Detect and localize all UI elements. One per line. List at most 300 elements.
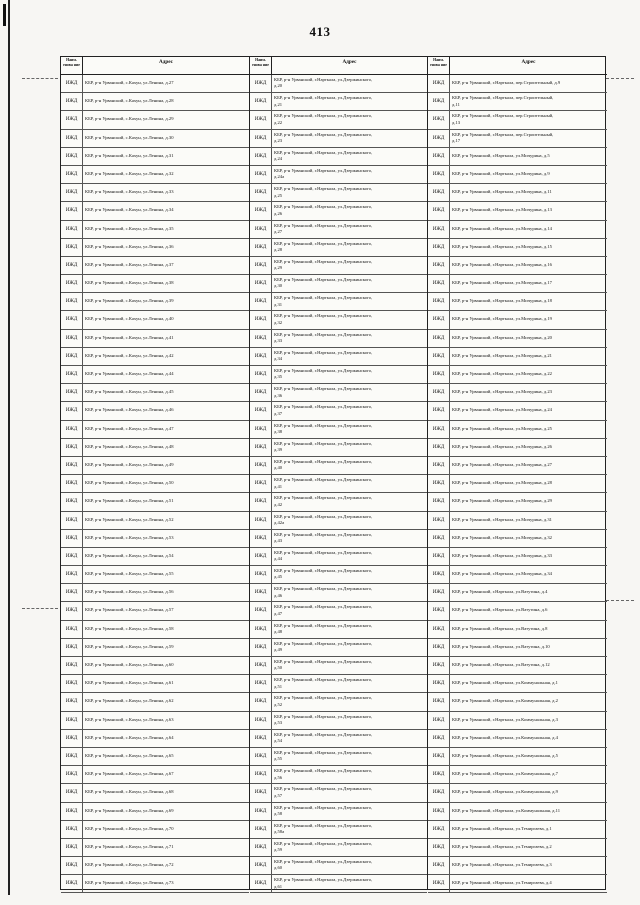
address-line: КБР, р-н Урванский, г.Нарткала, ул.Дзержинского, [274,204,373,210]
object-type-cell: ИЖД [250,784,272,801]
object-type-cell: ИЖД [428,639,450,656]
address-cell [274,77,425,90]
table-row [428,639,607,657]
object-type-cell: ИЖД [250,348,272,365]
table-row [61,530,249,548]
table-row [428,275,607,293]
address-cell [85,753,247,759]
address-line-house: д.21 [274,101,283,107]
table-row [61,221,249,239]
table-row [61,166,249,184]
object-type-cell: ИЖД [428,730,450,747]
object-type-cell: ИЖД [428,330,450,347]
address-cell [452,153,605,159]
object-type-cell: ИЖД [61,657,83,674]
address-cell [85,353,247,359]
object-type-cell: ИЖД [61,457,83,474]
table-row [61,366,249,384]
address-cell [274,677,425,690]
address-cell [85,407,247,413]
object-type-cell: ИЖД [61,148,83,165]
address-line-house: д.48 [274,629,283,635]
table-row [61,330,249,348]
table-row [428,184,607,202]
address-line-house: д.43 [274,538,283,544]
address-line: КБР, р-н Урванский, с.Кахун, ул.Ленина, д.58 [85,625,174,631]
address-cell [452,644,605,650]
table-row [428,784,607,802]
table-row [250,584,427,602]
table-row [250,439,427,457]
address-line-house: д.47 [274,610,283,616]
address-line: КБР, р-н Урванский, г.Нарткала, ул.Темиргаева, д.3 [452,862,552,868]
address-line: КБР, р-н Урванский, г.Нарткала, ул.Дзержинского, [274,477,373,483]
margin-mark [3,4,6,26]
address-cell [452,771,605,777]
object-type-cell: ИЖД [61,675,83,692]
object-type-cell: ИЖД [250,566,272,583]
object-type-cell: ИЖД [250,202,272,219]
address-cell [85,680,247,686]
object-type-cell: ИЖД [61,766,83,783]
address-cell [85,662,247,668]
table-row [61,512,249,530]
object-type-cell: ИЖД [61,202,83,219]
table-row [61,202,249,220]
table-row [428,293,607,311]
table-row [61,130,249,148]
object-type-cell: ИЖД [428,657,450,674]
address-cell [274,768,425,781]
address-cell [274,550,425,563]
cut-line [22,608,58,609]
table-row [250,839,427,857]
address-line-house: д.50 [274,665,283,671]
object-type-cell: ИЖД [250,875,272,892]
address-line-house: д.51 [274,683,283,689]
object-type-cell: ИЖД [250,839,272,856]
address-cell [452,498,605,504]
table-row [250,184,427,202]
object-type-cell: ИЖД [61,293,83,310]
object-type-cell: ИЖД [250,148,272,165]
address-line: КБР, р-н Урванский, г.Нарткала, ул.Коммунальная, д.2 [452,698,558,704]
address-cell [274,132,425,145]
address-line: КБР, р-н Урванский, г.Нарткала, ул.Дзержинского, [274,604,373,610]
address-line: КБР, р-н Урванский, г.Нарткала, ул.Ватутина, д.12 [452,662,550,667]
table-row [250,712,427,730]
address-line: КБР, р-н Урванский, г.Нарткала, ул.Дзержинского, [274,440,373,446]
address-cell [452,171,605,177]
table-row [61,93,249,111]
address-line: КБР, р-н Урванский, г.Нарткала, ул.Дзержинского, [274,495,373,501]
address-line-house: д.13 [452,119,461,125]
address-cell [85,826,247,832]
address-line: КБР, р-н Урванский, г.Нарткала, ул.Дзержинского, [274,549,373,555]
address-line-house: д.60 [274,865,283,871]
address-cell [274,786,425,799]
object-type-cell: ИЖД [61,221,83,238]
address-line: КБР, р-н Урванский, г.Нарткала, ул.Мичурина, д.33 [452,552,552,558]
object-type-cell: ИЖД [61,93,83,110]
address-line-house: д.36 [274,392,283,398]
address-cell [452,113,605,126]
address-line: КБР, р-н Урванский, с.Кахун, ул.Ленина, д.32 [85,170,174,176]
address-line-house: д.45 [274,574,283,580]
address-cell [274,350,425,363]
table-row [250,384,427,402]
type-header: Наим. енова ние [250,57,272,75]
object-type-cell: ИЖД [250,75,272,92]
address-line-house: д.58а [274,829,285,835]
table-row [428,530,607,548]
table-row [428,348,607,366]
object-type-cell: ИЖД [250,584,272,601]
address-cell [274,113,425,126]
address-line: КБР, р-н Урванский, с.Кахун, ул.Ленина, д.72 [85,862,174,868]
table-row [250,693,427,711]
table-row [428,857,607,875]
table-row [428,821,607,839]
table-row [61,693,249,711]
address-cell [85,698,247,704]
address-line: КБР, р-н Урванский, г.Нарткала, ул.Дзержинского, [274,349,373,355]
address-line-house: д.30 [274,283,283,289]
table-row [428,621,607,639]
object-type-cell: ИЖД [61,693,83,710]
address-cell [85,80,247,86]
address-line: КБР, р-н Урванский, г.Нарткала, ул.Мичурина, д.19 [452,316,552,322]
address-line: КБР, р-н Урванский, г.Нарткала, ул.Дзержинского, [274,131,373,137]
address-line-house: д.17 [452,137,461,143]
object-type-cell: ИЖД [428,439,450,456]
address-cell [274,732,425,745]
address-cell [274,823,425,836]
address-line-house: д.61 [274,883,283,889]
address-cell [274,805,425,818]
object-type-cell: ИЖД [61,384,83,401]
object-type-cell: ИЖД [428,875,450,892]
object-type-cell: ИЖД [428,239,450,256]
address-line: КБР, р-н Урванский, г.Нарткала, ул.Мичурина, д.24 [452,407,552,413]
table-row [250,293,427,311]
object-type-cell: ИЖД [428,221,450,238]
address-cell [85,116,247,122]
address-cell [452,316,605,322]
address-cell [452,226,605,232]
address-cell [274,186,425,199]
address-line-house: д.57 [274,792,283,798]
address-cell [452,298,605,304]
table-row [250,457,427,475]
object-type-cell: ИЖД [428,839,450,856]
address-cell [274,495,425,508]
address-cell [274,604,425,617]
address-line: КБР, р-н Урванский, г.Нарткала, ул.Дзержинского, [274,822,373,828]
address-line: КБР, р-н Урванский, г.Нарткала, ул.Дзержинского, [274,804,373,810]
address-cell [274,168,425,181]
object-type-cell: ИЖД [61,439,83,456]
table-row [250,621,427,639]
table-row [250,202,427,220]
object-type-cell: ИЖД [428,421,450,438]
address-cell [274,859,425,872]
address-cell [274,204,425,217]
address-line: КБР, р-н Урванский, с.Кахун, ул.Ленина, д.37 [85,261,174,267]
address-line: КБР, р-н Урванский, г.Нарткала, ул.Дзержинского, [274,640,373,646]
table-row [428,875,607,893]
table-row [250,875,427,893]
table-row [250,493,427,511]
address-line: КБР, р-н Урванский, г.Нарткала, ул.Ватутина, д.10 [452,643,550,649]
address-line: КБР, р-н Урванский, г.Нарткала, ул.Дзержинского, [274,513,373,519]
table-row [61,421,249,439]
address-line: КБР, р-н Урванский, г.Нарткала, ул.Дзержинского, [274,531,373,537]
object-type-cell: ИЖД [250,93,272,110]
address-line: КБР, р-н Урванский, г.Нарткала, ул.Дзержинского, [274,622,373,628]
table-row [428,166,607,184]
address-line: КБР, р-н Урванский, г.Нарткала, ул.Дзержинского, [274,113,373,119]
address-line: КБР, р-н Урванский, г.Нарткала, ул.Дзержинского, [274,840,373,846]
address-cell [452,607,605,613]
address-cell [452,880,605,886]
table-row [61,348,249,366]
address-cell [85,880,247,886]
address-line-house: д.58 [274,810,283,816]
address-line: КБР, р-н Урванский, г.Нарткала, ул.Дзержинского, [274,458,373,464]
table-row [250,657,427,675]
address-line: КБР, р-н Урванский, с.Кахун, ул.Ленина, д.55 [85,571,174,577]
table-row [428,693,607,711]
address-cell [452,553,605,559]
address-cell [85,789,247,795]
object-type-cell: ИЖД [250,184,272,201]
table-row [428,402,607,420]
address-cell [452,426,605,432]
table-row [250,111,427,129]
table-row [61,857,249,875]
column-rows [61,75,249,889]
address-line: КБР, р-н Урванский, г.Нарткала, ул.Дзержинского, [274,95,373,101]
address-line: КБР, р-н Урванский, г.Нарткала, ул.Дзержинского, [274,768,373,774]
object-type-cell: ИЖД [428,311,450,328]
table-row [61,384,249,402]
table-row [428,803,607,821]
address-line: КБР, р-н Урванский, г.Нарткала, ул.Дзержинского, [274,240,373,246]
address-line: КБР, р-н Урванский, г.Нарткала, ул.Мичурина, д.9 [452,170,550,176]
table-row [250,784,427,802]
object-type-cell: ИЖД [428,857,450,874]
object-type-cell: ИЖД [250,311,272,328]
address-line: КБР, р-н Урванский, с.Кахун, ул.Ленина, д.56 [85,589,174,595]
address-line: КБР, р-н Урванский, г.Нарткала, ул.Дзержинского, [274,659,373,664]
table-row [61,111,249,129]
table-row [250,475,427,493]
address-cell [452,753,605,759]
table-row [428,202,607,220]
cut-line [22,78,58,79]
table-row [428,493,607,511]
object-type-cell: ИЖД [61,875,83,892]
object-type-cell: ИЖД [61,166,83,183]
address-cell [85,226,247,232]
address-cell [85,480,247,486]
address-line: КБР, р-н Урванский, г.Нарткала, ул.Коммунальная, д.4 [452,734,558,740]
address-cell [452,353,605,359]
object-type-cell: ИЖД [428,712,450,729]
table-row [250,566,427,584]
table-row [61,75,249,93]
object-type-cell: ИЖД [61,475,83,492]
object-type-cell: ИЖД [250,639,272,656]
address-cell [85,862,247,868]
address-line: КБР, р-н Урванский, с.Кахун, ул.Ленина, д.31 [85,152,174,158]
table-row [428,602,607,620]
address-line: КБР, р-н Урванский, г.Нарткала, ул.Дзержинского, [274,258,373,264]
object-type-cell: ИЖД [61,421,83,438]
address-line-house: д.38 [274,428,283,434]
object-type-cell: ИЖД [61,857,83,874]
table-row [428,439,607,457]
table-row [428,730,607,748]
address-cell [85,717,247,723]
address-line: КБР, р-н Урванский, г.Нарткала, ул.Коммунальная, д.7 [452,771,558,777]
object-type-cell: ИЖД [250,439,272,456]
table-row [428,257,607,275]
address-line: КБР, р-н Урванский, с.Кахун, ул.Ленина, д.30 [85,134,174,140]
address-cell [85,589,247,595]
address-cell [85,171,247,177]
table-row [428,75,607,93]
address-line: КБР, р-н Урванский, г.Нарткала, ул.Темиргаева, д.2 [452,843,552,849]
address-cell [452,407,605,413]
address-line-house: д.24 [274,156,283,162]
object-type-cell: ИЖД [428,621,450,638]
address-line-house: д.23 [274,137,283,143]
address-cell [85,607,247,613]
address-cell [85,189,247,195]
address-cell [452,808,605,814]
address-line: КБР, р-н Урванский, г.Нарткала, ул.Мичурина, д.5 [452,152,550,158]
address-line: КБР, р-н Урванский, г.Нарткала, ул.Мичурина, д.11 [452,189,552,195]
address-line: КБР, р-н Урванский, г.Нарткала, ул.Мичурина, д.17 [452,280,552,286]
address-cell [452,517,605,523]
table-row [428,548,607,566]
address-line-house: д.24а [274,174,285,180]
address-line: КБР, р-н Урванский, г.Нарткала, ул.Дзержинского, [274,386,373,392]
object-type-cell: ИЖД [250,166,272,183]
address-cell [85,316,247,322]
address-line: КБР, р-н Урванский, с.Кахун, ул.Ленина, д.67 [85,771,174,777]
binding-rule [8,0,10,895]
address-cell [274,404,425,417]
table-row [61,639,249,657]
address-line: КБР, р-н Урванский, г.Нарткала, ул.Коммунальная, д.9 [452,789,558,795]
address-line: КБР, р-н Урванский, с.Кахун, ул.Ленина, д.52 [85,516,174,522]
address-cell [452,735,605,741]
address-line-house: д.41 [274,483,283,489]
address-line: КБР, р-н Урванский, с.Кахун, ул.Ленина, д.51 [85,498,174,504]
address-cell [274,514,425,527]
address-line: КБР, р-н Урванский, с.Кахун, ул.Ленина, д.40 [85,316,174,322]
address-line: КБР, р-н Урванский, г.Нарткала, ул.Мичурина, д.22 [452,371,552,376]
address-line-house: д.39 [274,447,283,453]
object-type-cell: ИЖД [61,621,83,638]
page-number: 413 [309,24,331,39]
table-row [61,748,249,766]
address-line: КБР, р-н Урванский, г.Нарткала, ул.Мичурина, д.14 [452,225,552,231]
object-type-cell: ИЖД [61,839,83,856]
address-line: КБР, р-н Урванский, с.Кахун, ул.Ленина, д.42 [85,352,174,358]
table-row [61,657,249,675]
object-type-cell: ИЖД [61,748,83,765]
address-line: КБР, р-н Урванский, г.Нарткала, ул.Дзержинского, [274,422,373,428]
object-type-cell: ИЖД [428,821,450,838]
table-row [61,784,249,802]
address-line: КБР, р-н Урванский, с.Кахун, ул.Ленина, д.63 [85,716,174,722]
table-row [428,457,607,475]
address-line-house: д.59 [274,847,283,853]
address-line-house: д.42 [274,501,283,507]
object-type-cell: ИЖД [250,111,272,128]
address-line-house: д.33 [274,338,283,344]
address-line: КБР, р-н Урванский, г.Нарткала, ул.Дзержинского, [274,186,373,192]
table-row [61,584,249,602]
table-row [250,148,427,166]
object-type-cell: ИЖД [250,384,272,401]
address-line: КБР, р-н Урванский, с.Кахун, ул.Ленина, д.36 [85,243,174,249]
address-cell [274,659,425,672]
address-line: КБР, р-н Урванский, с.Кахун, ул.Ленина, д.71 [85,843,174,849]
address-cell [452,262,605,268]
object-type-cell: ИЖД [250,512,272,529]
object-type-cell: ИЖД [250,748,272,765]
table-row [61,602,249,620]
object-type-cell: ИЖД [250,766,272,783]
address-cell [274,150,425,163]
object-type-cell: ИЖД [428,348,450,365]
address-line: КБР, р-н Урванский, г.Нарткала, ул.Дзержинского, [274,859,373,865]
address-cell [85,462,247,468]
address-cell [274,277,425,290]
address-line: КБР, р-н Урванский, г.Нарткала, ул.Мичурина, д.25 [452,425,552,431]
table-row [428,421,607,439]
object-type-cell: ИЖД [61,311,83,328]
address-cell [85,571,247,577]
address-cell [452,826,605,832]
address-cell [452,335,605,341]
address-line: КБР, р-н Урванский, г.Нарткала, ул.Дзержинского, [274,295,373,301]
table-row [250,275,427,293]
object-type-cell: ИЖД [250,730,272,747]
object-type-cell: ИЖД [428,493,450,510]
address-line: КБР, р-н Урванский, г.Нарткала, ул.Мичурина, д.28 [452,480,552,486]
address-cell [274,695,425,708]
address-header: Адрес [159,59,173,65]
address-cell [274,259,425,272]
column-rows [428,75,607,889]
object-type-cell: ИЖД [61,75,83,92]
address-line: КБР, р-н Урванский, с.Кахун, ул.Ленина, д.44 [85,371,174,376]
table-row [428,748,607,766]
address-line-house: д.22 [274,119,283,125]
object-type-cell: ИЖД [428,748,450,765]
type-header: Наим. енова ние [61,57,83,75]
address-cell [452,662,605,668]
object-type-cell: ИЖД [428,693,450,710]
object-type-cell: ИЖД [61,712,83,729]
object-type-cell: ИЖД [250,221,272,238]
